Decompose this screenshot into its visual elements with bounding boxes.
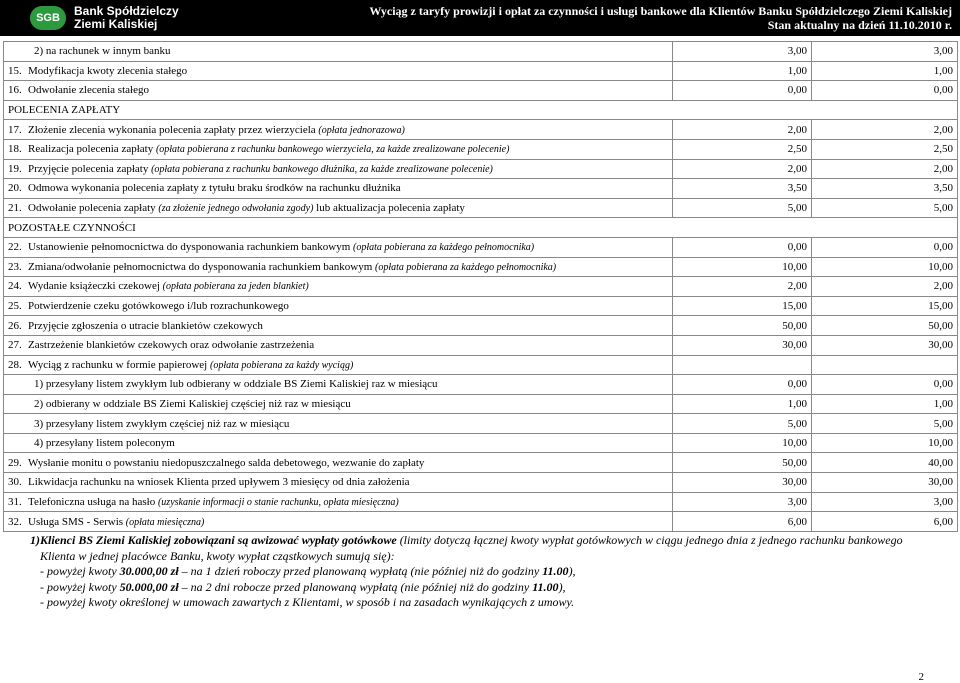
fee-value-1: 50,00 (673, 453, 812, 473)
fee-number: 23. (8, 260, 22, 273)
fee-row (4, 296, 958, 316)
fee-description-cell (4, 237, 673, 257)
fee-row (4, 355, 958, 375)
fee-value-1: 1,00 (673, 394, 812, 414)
bullet-2-end: ), (558, 579, 566, 594)
fees-table-body (4, 42, 958, 532)
fee-value-1: 6,00 (673, 512, 812, 532)
fee-note: (opłata pobierana z rachunku bankowego dłużnika, za każde zrealizowane polecenie) (151, 163, 493, 175)
sgb-logo-badge: SGB (30, 6, 66, 30)
fee-number: 21. (8, 202, 22, 215)
fee-row (4, 492, 958, 512)
fee-value-2: 30,00 (812, 335, 958, 355)
fee-description: 2) odbierany w oddziale BS Ziemi Kaliskiej częściej niż raz w miesiącu (34, 397, 351, 410)
fee-value-1: 15,00 (673, 296, 812, 316)
fee-description: Usługa SMS - Serwis (28, 515, 126, 528)
fee-value-2: 30,00 (812, 473, 958, 493)
fee-note: (opłata jednorazowa) (318, 124, 405, 136)
fee-value-1: 3,50 (673, 179, 812, 199)
page-number: 2 (918, 671, 924, 683)
fee-row (4, 414, 958, 434)
bullet-2-pre: - powyżej kwoty (40, 579, 120, 594)
fee-row (4, 42, 958, 62)
section-header-row (4, 218, 958, 238)
fee-value-1: 0,00 (673, 237, 812, 257)
fee-note: (za złożenie jednego odwołania zgody) (158, 203, 314, 215)
fee-note: (opłata pobierana za każdego pełnomocnika) (375, 261, 557, 273)
document-title-line1: Wyciąg z taryfy prowizji i opłat za czynności i usługi bankowe dla Klientów Banku Spółdzielczego Ziemi Kaliskiej (369, 4, 952, 18)
fee-value-2: 50,00 (812, 316, 958, 336)
fee-note: (opłata pobierana za jeden blankiet) (162, 281, 309, 293)
fee-number: 28. (8, 358, 22, 371)
fee-row (4, 473, 958, 493)
fee-description-cell (4, 316, 673, 336)
fee-description: Przyjęcie polecenia zapłaty (28, 162, 152, 175)
fee-value-2 (812, 355, 958, 375)
fee-value-1: 1,00 (673, 61, 812, 81)
fee-value-2: 0,00 (812, 81, 958, 101)
fee-value-1: 10,00 (673, 257, 812, 277)
fee-row (4, 394, 958, 414)
fee-value-1: 2,50 (673, 139, 812, 159)
fee-value-1: 0,00 (673, 375, 812, 395)
fee-row (4, 316, 958, 336)
page-header (0, 0, 960, 36)
fee-description-cell (4, 42, 673, 62)
fee-description-cell (4, 257, 673, 277)
fee-description: Potwierdzenie czeku gotówkowego i/lub rozrachunkowego (28, 300, 289, 313)
fee-description: Odwołanie zlecenia stałego (28, 84, 149, 97)
fee-number: 17. (8, 123, 22, 136)
bullet-1-end: ), (568, 564, 576, 578)
fee-description-tail: lub aktualizacja polecenia zapłaty (313, 202, 465, 215)
fee-value-1: 2,00 (673, 120, 812, 140)
fee-description-cell (4, 433, 673, 453)
fee-value-2: 40,00 (812, 453, 958, 473)
fee-value-2: 10,00 (812, 257, 958, 277)
fee-description: Wyciąg z rachunku w formie papierowej (28, 358, 210, 371)
fee-row (4, 257, 958, 277)
fee-note: (opłata pobierana za każdy wyciąg) (209, 359, 354, 371)
fee-description-cell (4, 473, 673, 493)
fee-value-2: 5,00 (812, 198, 958, 218)
fee-note: (opłata pobierana za każdego pełnomocnika) (353, 242, 535, 254)
document-title (369, 4, 952, 32)
fee-description: 2) na rachunek w innym banku (34, 45, 171, 58)
fee-row (4, 179, 958, 199)
fee-description: Zastrzeżenie blankietów czekowych oraz odwołanie zastrzeżenia (28, 339, 315, 352)
fee-number: 24. (8, 280, 22, 293)
fee-number: 25. (8, 300, 22, 313)
fee-value-1: 3,00 (673, 492, 812, 512)
fee-description-cell (4, 139, 673, 159)
fee-value-2: 2,50 (812, 139, 958, 159)
fee-description-cell (4, 375, 673, 395)
footnote-bullet-1 (30, 564, 930, 580)
fee-value-1: 0,00 (673, 81, 812, 101)
fee-value-1 (673, 355, 812, 375)
fee-description-cell (4, 335, 673, 355)
fee-value-1: 2,00 (673, 277, 812, 297)
fee-description-cell (4, 179, 673, 199)
fee-value-2: 5,00 (812, 414, 958, 434)
fee-description-cell (4, 492, 673, 512)
fee-note: (opłata miesięczna) (125, 516, 205, 528)
fee-note: (uzyskanie informacji o stanie rachunku, opłata miesięczna) (157, 496, 399, 508)
footnote-bullet-3: - powyżej kwoty określonej w umowach zawartych z Klientami, w sposób i na zasadach wynikających z umowy. (40, 595, 575, 609)
fee-number: 26. (8, 319, 22, 332)
fee-description: Realizacja polecenia zapłaty (28, 143, 156, 156)
bank-name-line1: Bank Spółdzielczy (74, 4, 179, 18)
bullet-1-hour: 11.00 (542, 564, 569, 578)
fee-value-1: 2,00 (673, 159, 812, 179)
footnote-bullet-2 (30, 580, 930, 596)
fee-row (4, 159, 958, 179)
fee-number: 30. (8, 476, 22, 489)
fee-description-cell (4, 81, 673, 101)
document-status-date: Stan aktualny na dzień 11.10.2010 r. (767, 18, 952, 32)
fee-number: 32. (8, 515, 22, 528)
footnote-line1 (30, 533, 930, 549)
fee-description: Odmowa wykonania polecenia zapłaty z tytułu braku środków na rachunku dłużnika (28, 182, 401, 195)
fee-value-1: 3,00 (673, 42, 812, 62)
bank-name (74, 5, 179, 31)
fee-value-1: 50,00 (673, 316, 812, 336)
fee-row (4, 120, 958, 140)
fee-description: Telefoniczna usługa na hasło (28, 495, 158, 508)
fee-number: 19. (8, 162, 22, 175)
fee-description: 1) przesyłany listem zwykłym lub odbierany w oddziale BS Ziemi Kaliskiej raz w miesiącu (34, 378, 438, 391)
fee-description-cell (4, 414, 673, 434)
fee-row (4, 512, 958, 532)
fee-description-cell (4, 277, 673, 297)
footnote-line1-rest: (limity dotyczą łącznej kwoty wypłat gotówkowych w ciągu jednego dnia z jednego rachunku bankowego (396, 533, 903, 547)
bullet-2-hour: 11.00 (532, 579, 559, 594)
bullet-1-amount: 30.000,00 zł (119, 564, 179, 578)
fee-value-2: 10,00 (812, 433, 958, 453)
fee-value-2: 2,00 (812, 277, 958, 297)
fee-description-cell (4, 61, 673, 81)
fee-number: 16. (8, 84, 22, 97)
fee-description: Zmiana/odwołanie pełnomocnictwa do dysponowania rachunkiem bankowym (28, 260, 376, 273)
fee-value-2: 15,00 (812, 296, 958, 316)
bullet-2-mid: – na 2 dni robocze przed planowaną wypłatą (nie później niż do godziny (178, 579, 533, 594)
fee-value-2: 0,00 (812, 237, 958, 257)
section-header: POLECENIA ZAPŁATY (4, 100, 958, 120)
fee-description: 4) przesyłany listem poleconym (34, 437, 175, 450)
fee-row (4, 277, 958, 297)
fee-description: Odwołanie polecenia zapłaty (28, 202, 159, 215)
fee-description-cell (4, 159, 673, 179)
fee-value-2: 2,00 (812, 120, 958, 140)
bullet-2-amount: 50.000,00 zł (119, 579, 179, 594)
fee-value-2: 3,00 (812, 492, 958, 512)
fee-description: Przyjęcie zgłoszenia o utracie blankietów czekowych (28, 319, 263, 332)
bank-logo (30, 3, 179, 33)
fee-description: Likwidacja rachunku na wniosek Klienta przed upływem 3 miesięcy od dnia założenia (28, 476, 410, 489)
fee-row (4, 139, 958, 159)
fee-number: 31. (8, 495, 22, 508)
bank-name-line2: Ziemi Kaliskiej (74, 17, 158, 31)
fees-table (3, 41, 958, 532)
fee-description-cell (4, 355, 673, 375)
fee-row (4, 433, 958, 453)
fee-number: 15. (8, 64, 22, 77)
fee-description: Ustanowienie pełnomocnictwa do dysponowania rachunkiem bankowym (28, 241, 354, 254)
fee-description: 3) przesyłany listem zwykłym częściej niż raz w miesiącu (34, 417, 290, 430)
footnote-line2: Klienta w jednej placówce Banku, kwoty wypłat cząstkowych sumują się): (40, 548, 395, 563)
fee-description-cell (4, 453, 673, 473)
fee-value-1: 5,00 (673, 414, 812, 434)
fee-row (4, 61, 958, 81)
fee-number: 20. (8, 182, 22, 195)
fee-value-2: 2,00 (812, 159, 958, 179)
section-header-row (4, 100, 958, 120)
fee-value-2: 1,00 (812, 61, 958, 81)
fee-description: Wydanie książeczki czekowej (28, 280, 163, 293)
bullet-1-mid: – na 1 dzień roboczy przed planowaną wypłatą (nie później niż do godziny (178, 564, 543, 578)
fee-row (4, 237, 958, 257)
fee-row (4, 375, 958, 395)
fee-value-2: 1,00 (812, 394, 958, 414)
fee-description-cell (4, 512, 673, 532)
fee-note: (opłata pobierana z rachunku bankowego wierzyciela, za każde zrealizowane polecenie) (155, 144, 510, 156)
footnote-bold-lead: 1)Klienci BS Ziemi Kaliskiej zobowiązani są awizować wypłaty gotówkowe (30, 533, 397, 547)
fee-description: Wysłanie monitu o powstaniu niedopuszczalnego salda debetowego, wezwanie do zapłaty (28, 456, 425, 469)
fee-row (4, 81, 958, 101)
fee-value-2: 3,00 (812, 42, 958, 62)
fee-row (4, 198, 958, 218)
fee-number: 22. (8, 241, 22, 254)
fee-description-cell (4, 394, 673, 414)
fee-number: 27. (8, 339, 22, 352)
footnote (30, 533, 930, 611)
fee-description: Złożenie zlecenia wykonania polecenia zapłaty przez wierzyciela (28, 123, 319, 136)
section-header: POZOSTAŁE CZYNNOŚCI (4, 218, 958, 238)
fee-row (4, 335, 958, 355)
fee-value-1: 10,00 (673, 433, 812, 453)
fee-description-cell (4, 198, 673, 218)
fee-row (4, 453, 958, 473)
fee-value-2: 6,00 (812, 512, 958, 532)
fee-description-cell (4, 296, 673, 316)
fee-value-1: 30,00 (673, 473, 812, 493)
fee-description-cell (4, 120, 673, 140)
fee-value-1: 30,00 (673, 335, 812, 355)
fee-number: 29. (8, 456, 22, 469)
fee-value-2: 0,00 (812, 375, 958, 395)
fee-value-1: 5,00 (673, 198, 812, 218)
bullet-1-pre: - powyżej kwoty (40, 564, 120, 578)
fee-value-2: 3,50 (812, 179, 958, 199)
fee-description: Modyfikacja kwoty zlecenia stałego (28, 64, 188, 77)
fee-number: 18. (8, 143, 22, 156)
